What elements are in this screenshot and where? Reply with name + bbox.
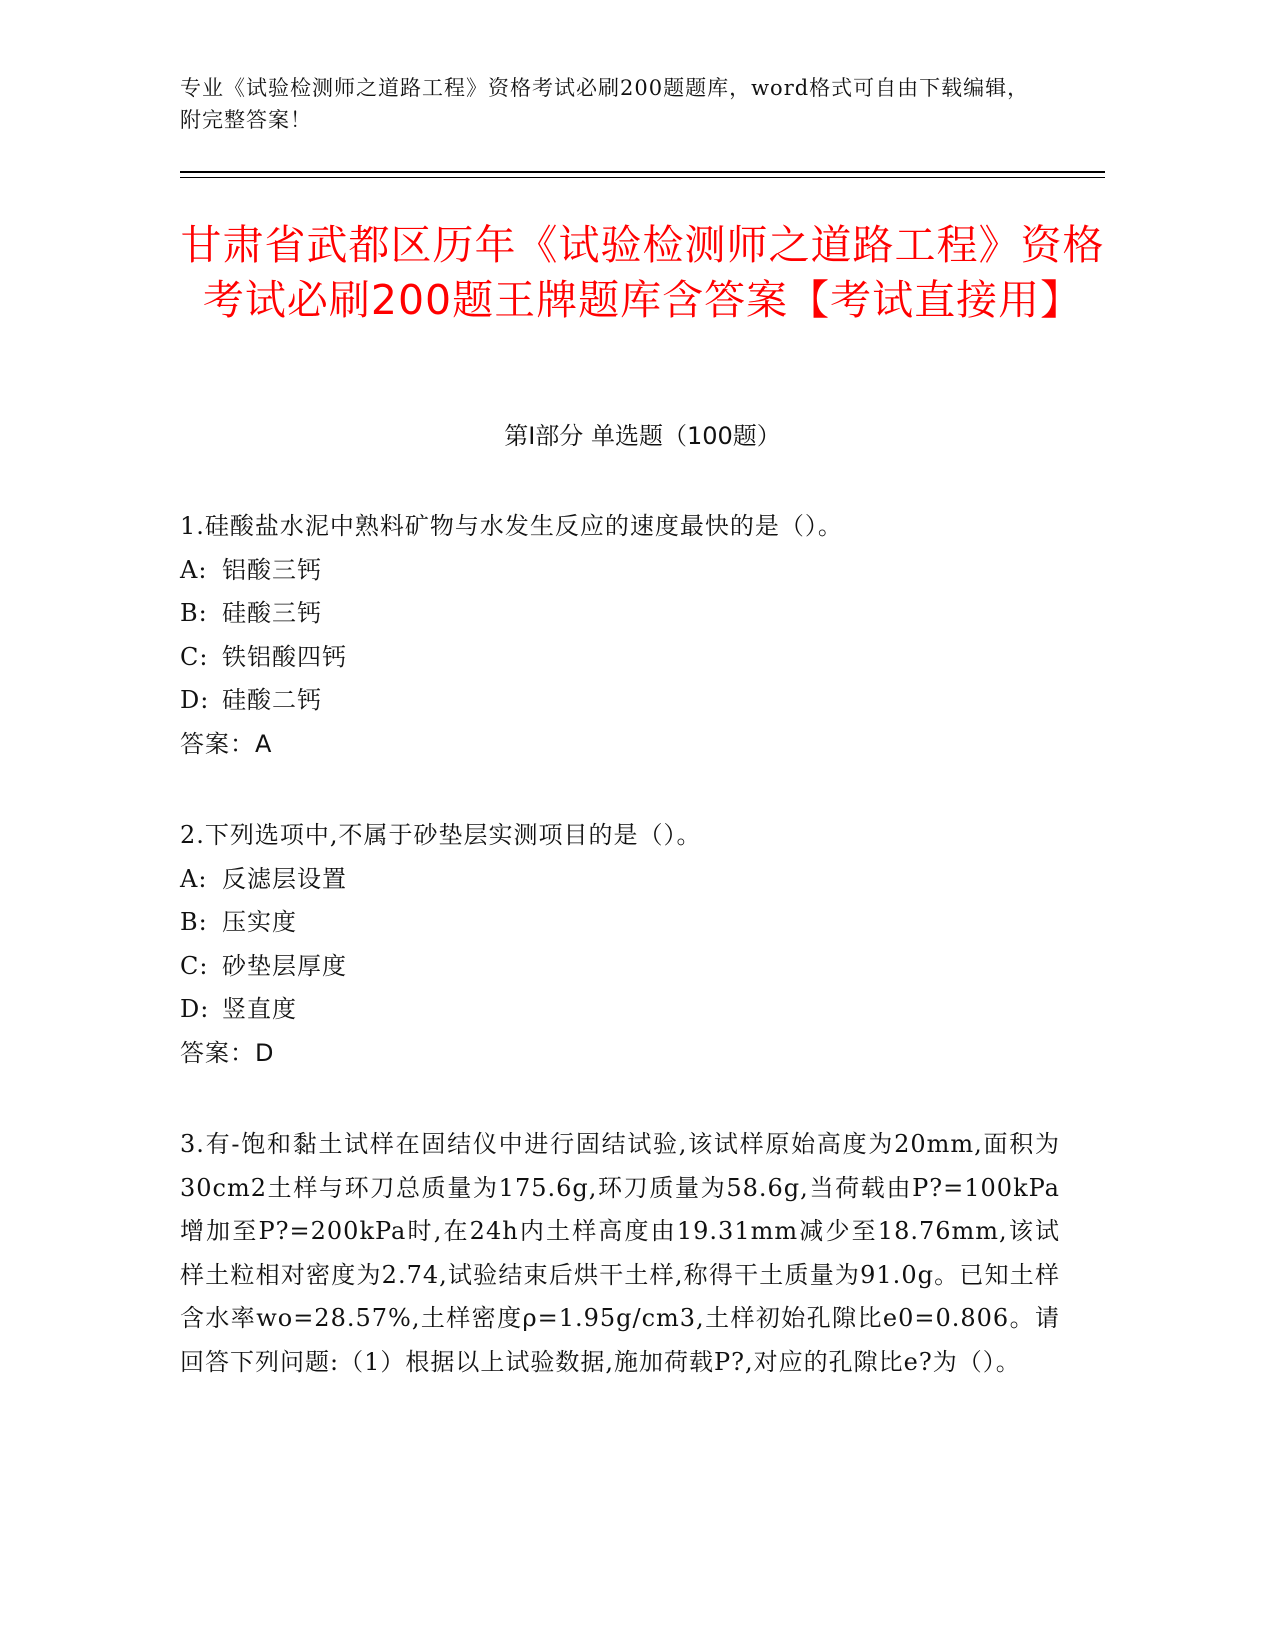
- option-key: D:: [180, 686, 210, 714]
- question-2: [180, 814, 1060, 1075]
- option-c: [180, 636, 1060, 680]
- document-title: 甘肃省武都区历年《试验检测师之道路工程》资格考试必刷200题王牌题库含答案【考试直接用】: [180, 221, 1105, 324]
- question-stem: 1.硅酸盐水泥中熟料矿物与水发生反应的速度最快的是（）。: [180, 512, 843, 540]
- header-divider-thin: [180, 177, 1105, 178]
- header-divider-thick: [180, 171, 1105, 173]
- option-a: [180, 858, 1060, 902]
- option-key: A:: [180, 864, 208, 893]
- option-text: 压实度: [222, 908, 297, 936]
- option-key: C:: [180, 951, 209, 980]
- option-text: 硅酸三钙: [222, 599, 322, 627]
- option-text: 竖直度: [222, 995, 297, 1023]
- option-key: A:: [180, 555, 208, 584]
- option-d: [180, 679, 1060, 723]
- question-stem: 2.下列选项中,不属于砂垫层实测项目的是（）。: [180, 821, 702, 849]
- answer-line: 答案：A: [180, 729, 273, 758]
- option-text: 砂垫层厚度: [222, 951, 347, 980]
- option-a: [180, 549, 1060, 593]
- option-c: [180, 945, 1060, 989]
- header-note: 专业《试验检测师之道路工程》资格考试必刷200题题库，word格式可自由下载编辑，附完整答案！: [180, 76, 1030, 132]
- question-3: [180, 1123, 1060, 1384]
- option-b: [180, 901, 1060, 945]
- option-text: 反滤层设置: [222, 864, 347, 893]
- option-text: 硅酸二钙: [222, 686, 322, 714]
- option-text: 铝酸三钙: [222, 555, 322, 584]
- option-key: C:: [180, 642, 209, 671]
- option-d: [180, 988, 1060, 1032]
- option-key: B:: [180, 599, 208, 627]
- option-key: B:: [180, 908, 208, 936]
- option-text: 铁铝酸四钙: [222, 642, 347, 671]
- question-stem: 3.有-饱和黏土试样在固结仪中进行固结试验,该试样原始高度为20mm,面积为30cm2土样与环刀总质量为175.6g,环刀质量为58.6g,当荷载由P?=100kPa增加至P?=200kPa时,在24h内土样高度由19.31mm减少至18.76mm,该试样土粒相对密度为2.74,试验结束后烘干土样,称得干土质量为91.0g。已知土样含水率wo=28.57%,土样密度ρ=1.95g/cm3,土样初始孔隙比e0=0.806。请回答下列问题:（1）根据以上试验数据,施加荷载P?,对应的孔隙比e?为（）。: [180, 1130, 1060, 1376]
- option-key: D:: [180, 995, 210, 1023]
- answer-line: 答案：D: [180, 1038, 275, 1067]
- question-list: [180, 505, 1060, 1432]
- option-b: [180, 592, 1060, 636]
- question-1: [180, 505, 1060, 766]
- section-heading: 第Ⅰ部分 单选题（100题）: [504, 422, 781, 450]
